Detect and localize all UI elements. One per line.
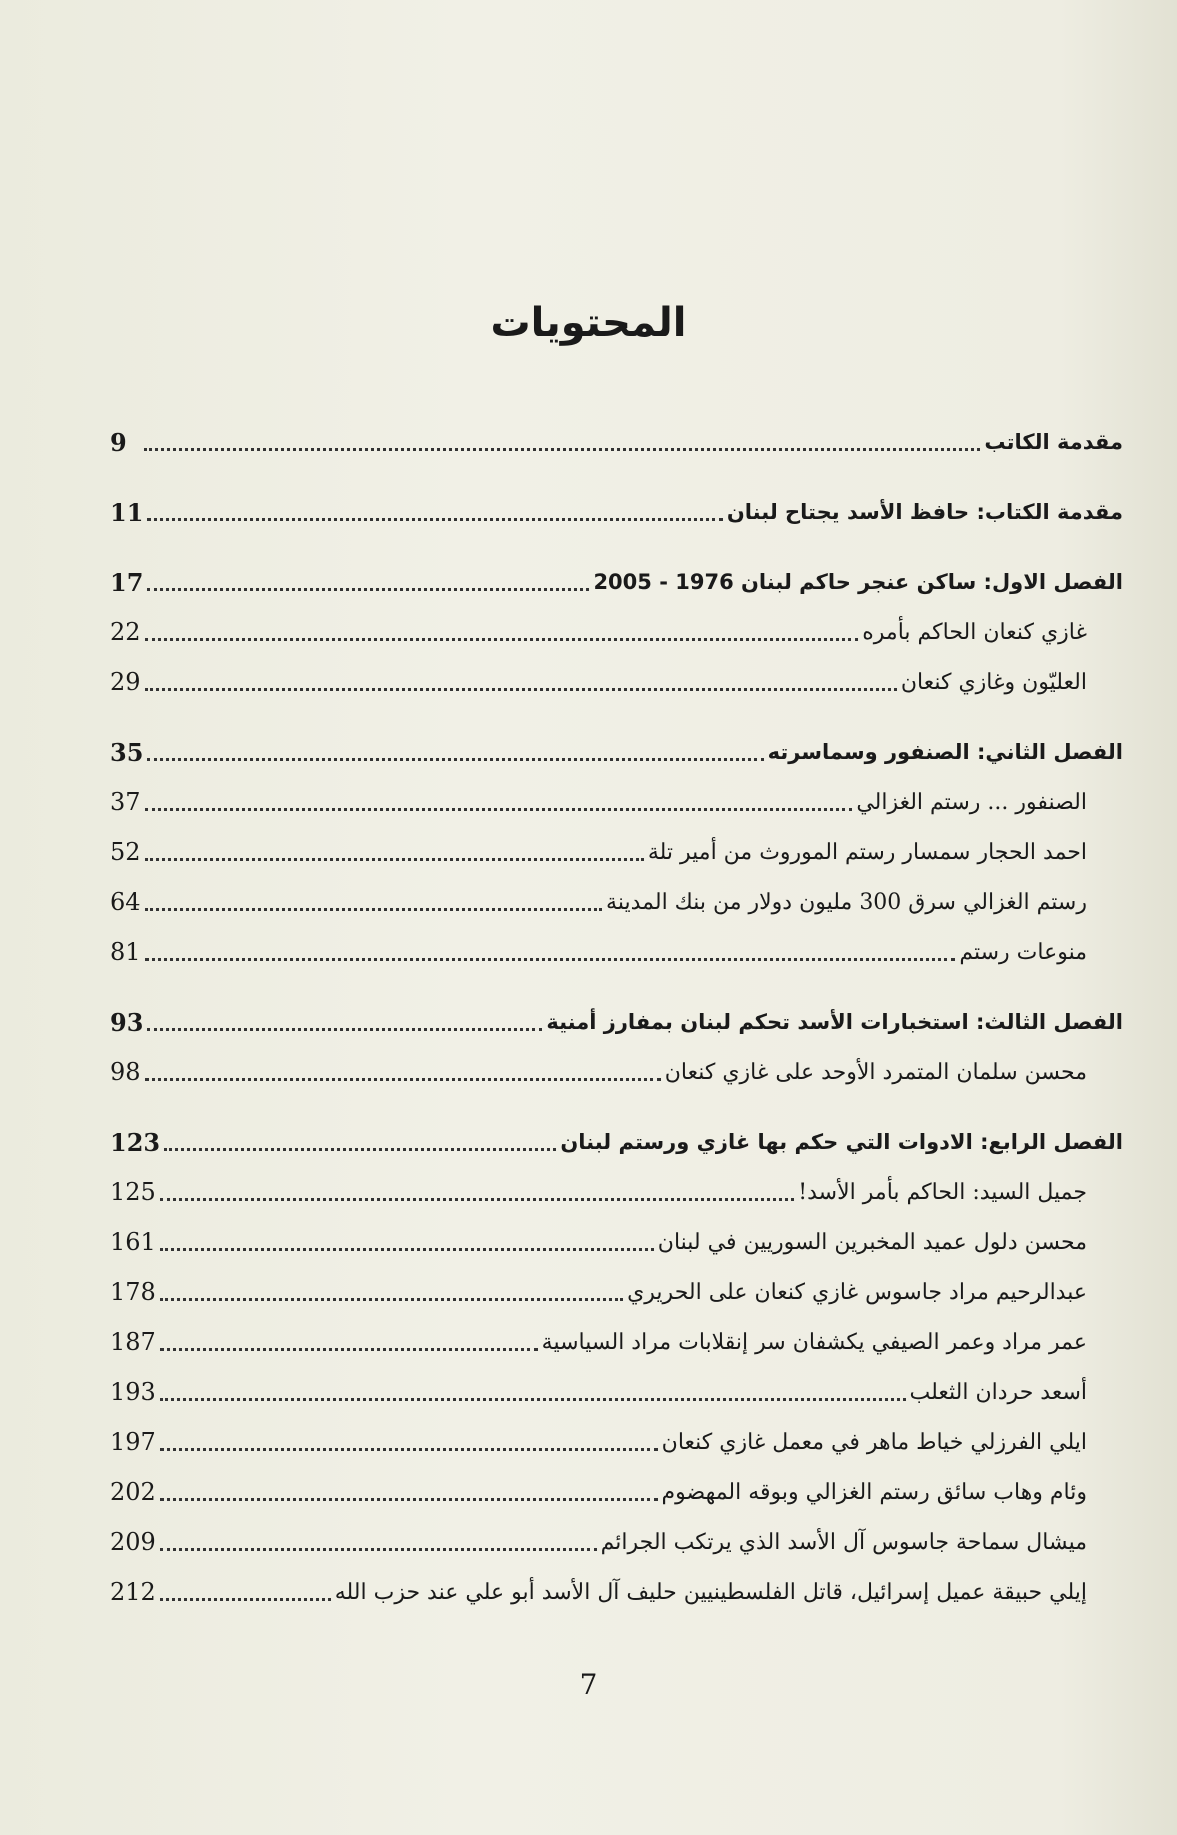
toc-page-number: 29: [110, 668, 141, 696]
dot-leader: [164, 1148, 556, 1151]
toc-page-number: 178: [110, 1278, 156, 1306]
dot-leader: [160, 1348, 538, 1351]
toc-entry-title: إيلي حبيقة عميل إسرائيل، قاتل الفلسطينيين حليف آل الأسد أبو علي عند حزب الله: [334, 1579, 1087, 1605]
toc-entry-title: عمر مراد وعمر الصيفي يكشفان سر إنقلابات مراد السياسية: [541, 1329, 1087, 1355]
dot-leader: [160, 1448, 658, 1451]
toc-entry-title: مقدمة الكاتب: [984, 430, 1123, 454]
dot-leader: [160, 1198, 794, 1201]
toc-entry-title: احمد الحجار سمسار رستم الموروث من أمير تلة: [647, 839, 1087, 865]
toc-entry-title: مقدمة الكتاب: حافظ الأسد يجتاح لبنان: [726, 500, 1123, 524]
toc-entry-title: رستم الغزالي سرق 300 مليون دولار من بنك المدينة: [606, 889, 1087, 915]
dot-leader: [147, 1028, 542, 1031]
toc-section-row: [110, 1570, 1123, 1614]
dot-leader: [147, 588, 589, 591]
toc-page-number: 187: [110, 1328, 156, 1356]
toc-page-number: 64: [110, 888, 141, 916]
toc-page-number: 202: [110, 1478, 156, 1506]
toc-entry-title: وئام وهاب سائق رستم الغزالي وبوقه المهضوم: [661, 1479, 1087, 1505]
toc-entry-title: أسعد حردان الثعلب: [909, 1379, 1087, 1405]
toc-page-number: 123: [110, 1127, 161, 1157]
toc-page-number: 52: [110, 838, 141, 866]
dot-leader: [145, 958, 956, 961]
toc-chapter-row: [110, 730, 1123, 774]
toc-entry-title: الفصل الثاني: الصنفور وسماسرته: [767, 740, 1123, 764]
toc-section-row: [110, 610, 1123, 654]
toc-page-number: 17: [110, 567, 144, 597]
toc-entry-title: عبدالرحيم مراد جاسوس غازي كنعان على الحريري: [627, 1279, 1087, 1305]
toc-page-number: 37: [110, 788, 141, 816]
toc-chapter-row: [110, 420, 1123, 464]
toc-page-number: 81: [110, 938, 141, 966]
toc-entry-title: الفصل الثالث: استخبارات الأسد تحكم لبنان بمفارز أمنية: [546, 1010, 1123, 1034]
dot-leader: [160, 1248, 654, 1251]
dot-leader: [160, 1548, 597, 1551]
dot-leader: [160, 1298, 623, 1301]
dot-leader: [145, 808, 853, 811]
toc-chapter-row: [110, 560, 1123, 604]
toc-entry-title: الصنفور ... رستم الغزالي: [856, 789, 1087, 815]
dot-leader: [145, 688, 897, 691]
toc-entry-title: غازي كنعان الحاكم بأمره: [862, 619, 1087, 645]
toc-page-number: 98: [110, 1058, 141, 1086]
toc-chapter-row: [110, 1120, 1123, 1164]
toc-page-number: 125: [110, 1178, 156, 1206]
toc-section-row: [110, 830, 1123, 874]
toc-chapter-row: [110, 1000, 1123, 1044]
toc-entry-title: العليّون وغازي كنعان: [900, 669, 1087, 695]
toc-section-row: [110, 1320, 1123, 1364]
toc-page-number: 35: [110, 737, 144, 767]
dot-leader: [147, 758, 763, 761]
toc-chapter-row: [110, 490, 1123, 534]
dot-leader: [160, 1398, 906, 1401]
toc-section-row: [110, 1520, 1123, 1564]
toc-entry-title: ميشال سماحة جاسوس آل الأسد الذي يرتكب الجرائم: [600, 1529, 1087, 1555]
page-title: المحتويات: [490, 300, 687, 346]
page-number: 7: [579, 1668, 598, 1701]
toc-entry-title: محسن دلول عميد المخبرين السوريين في لبنان: [657, 1229, 1087, 1255]
toc-section-row: [110, 1270, 1123, 1314]
dot-leader: [147, 518, 722, 521]
toc-page-number: 212: [110, 1578, 156, 1606]
toc-entry-title: الفصل الاول: ساكن عنجر حاكم لبنان 1976 - 2005: [593, 570, 1123, 594]
toc-section-row: [110, 660, 1123, 704]
toc-section-row: [110, 930, 1123, 974]
dot-leader: [145, 858, 644, 861]
toc-entry-title: ايلي الفرزلي خياط ماهر في معمل غازي كنعان: [661, 1429, 1087, 1455]
toc-page-number: 9: [110, 427, 127, 457]
dot-leader: [160, 1598, 331, 1601]
toc-page-number: 193: [110, 1378, 156, 1406]
toc-section-row: [110, 780, 1123, 824]
toc-entry-title: محسن سلمان المتمرد الأوحد على غازي كنعان: [664, 1059, 1087, 1085]
toc-section-row: [110, 880, 1123, 924]
toc-page-number: 161: [110, 1228, 156, 1256]
toc-section-row: [110, 1220, 1123, 1264]
toc-section-row: [110, 1170, 1123, 1214]
toc-section-row: [110, 1370, 1123, 1414]
toc-page-number: 209: [110, 1528, 156, 1556]
dot-leader: [160, 1498, 658, 1501]
toc-page-number: 93: [110, 1007, 144, 1037]
toc-section-row: [110, 1420, 1123, 1464]
dot-leader: [144, 448, 980, 451]
dot-leader: [145, 908, 603, 911]
toc-entry-title: جميل السيد: الحاكم بأمر الأسد!: [798, 1179, 1087, 1205]
dot-leader: [145, 1078, 661, 1081]
toc-section-row: [110, 1050, 1123, 1094]
toc-entry-title: منوعات رستم: [959, 939, 1087, 965]
toc-entry-title: الفصل الرابع: الادوات التي حكم بها غازي ورستم لبنان: [560, 1130, 1123, 1154]
toc-page-number: 22: [110, 618, 141, 646]
dot-leader: [145, 638, 859, 641]
toc-page-number: 197: [110, 1428, 156, 1456]
toc-section-row: [110, 1470, 1123, 1514]
toc-page-number: 11: [110, 497, 144, 527]
